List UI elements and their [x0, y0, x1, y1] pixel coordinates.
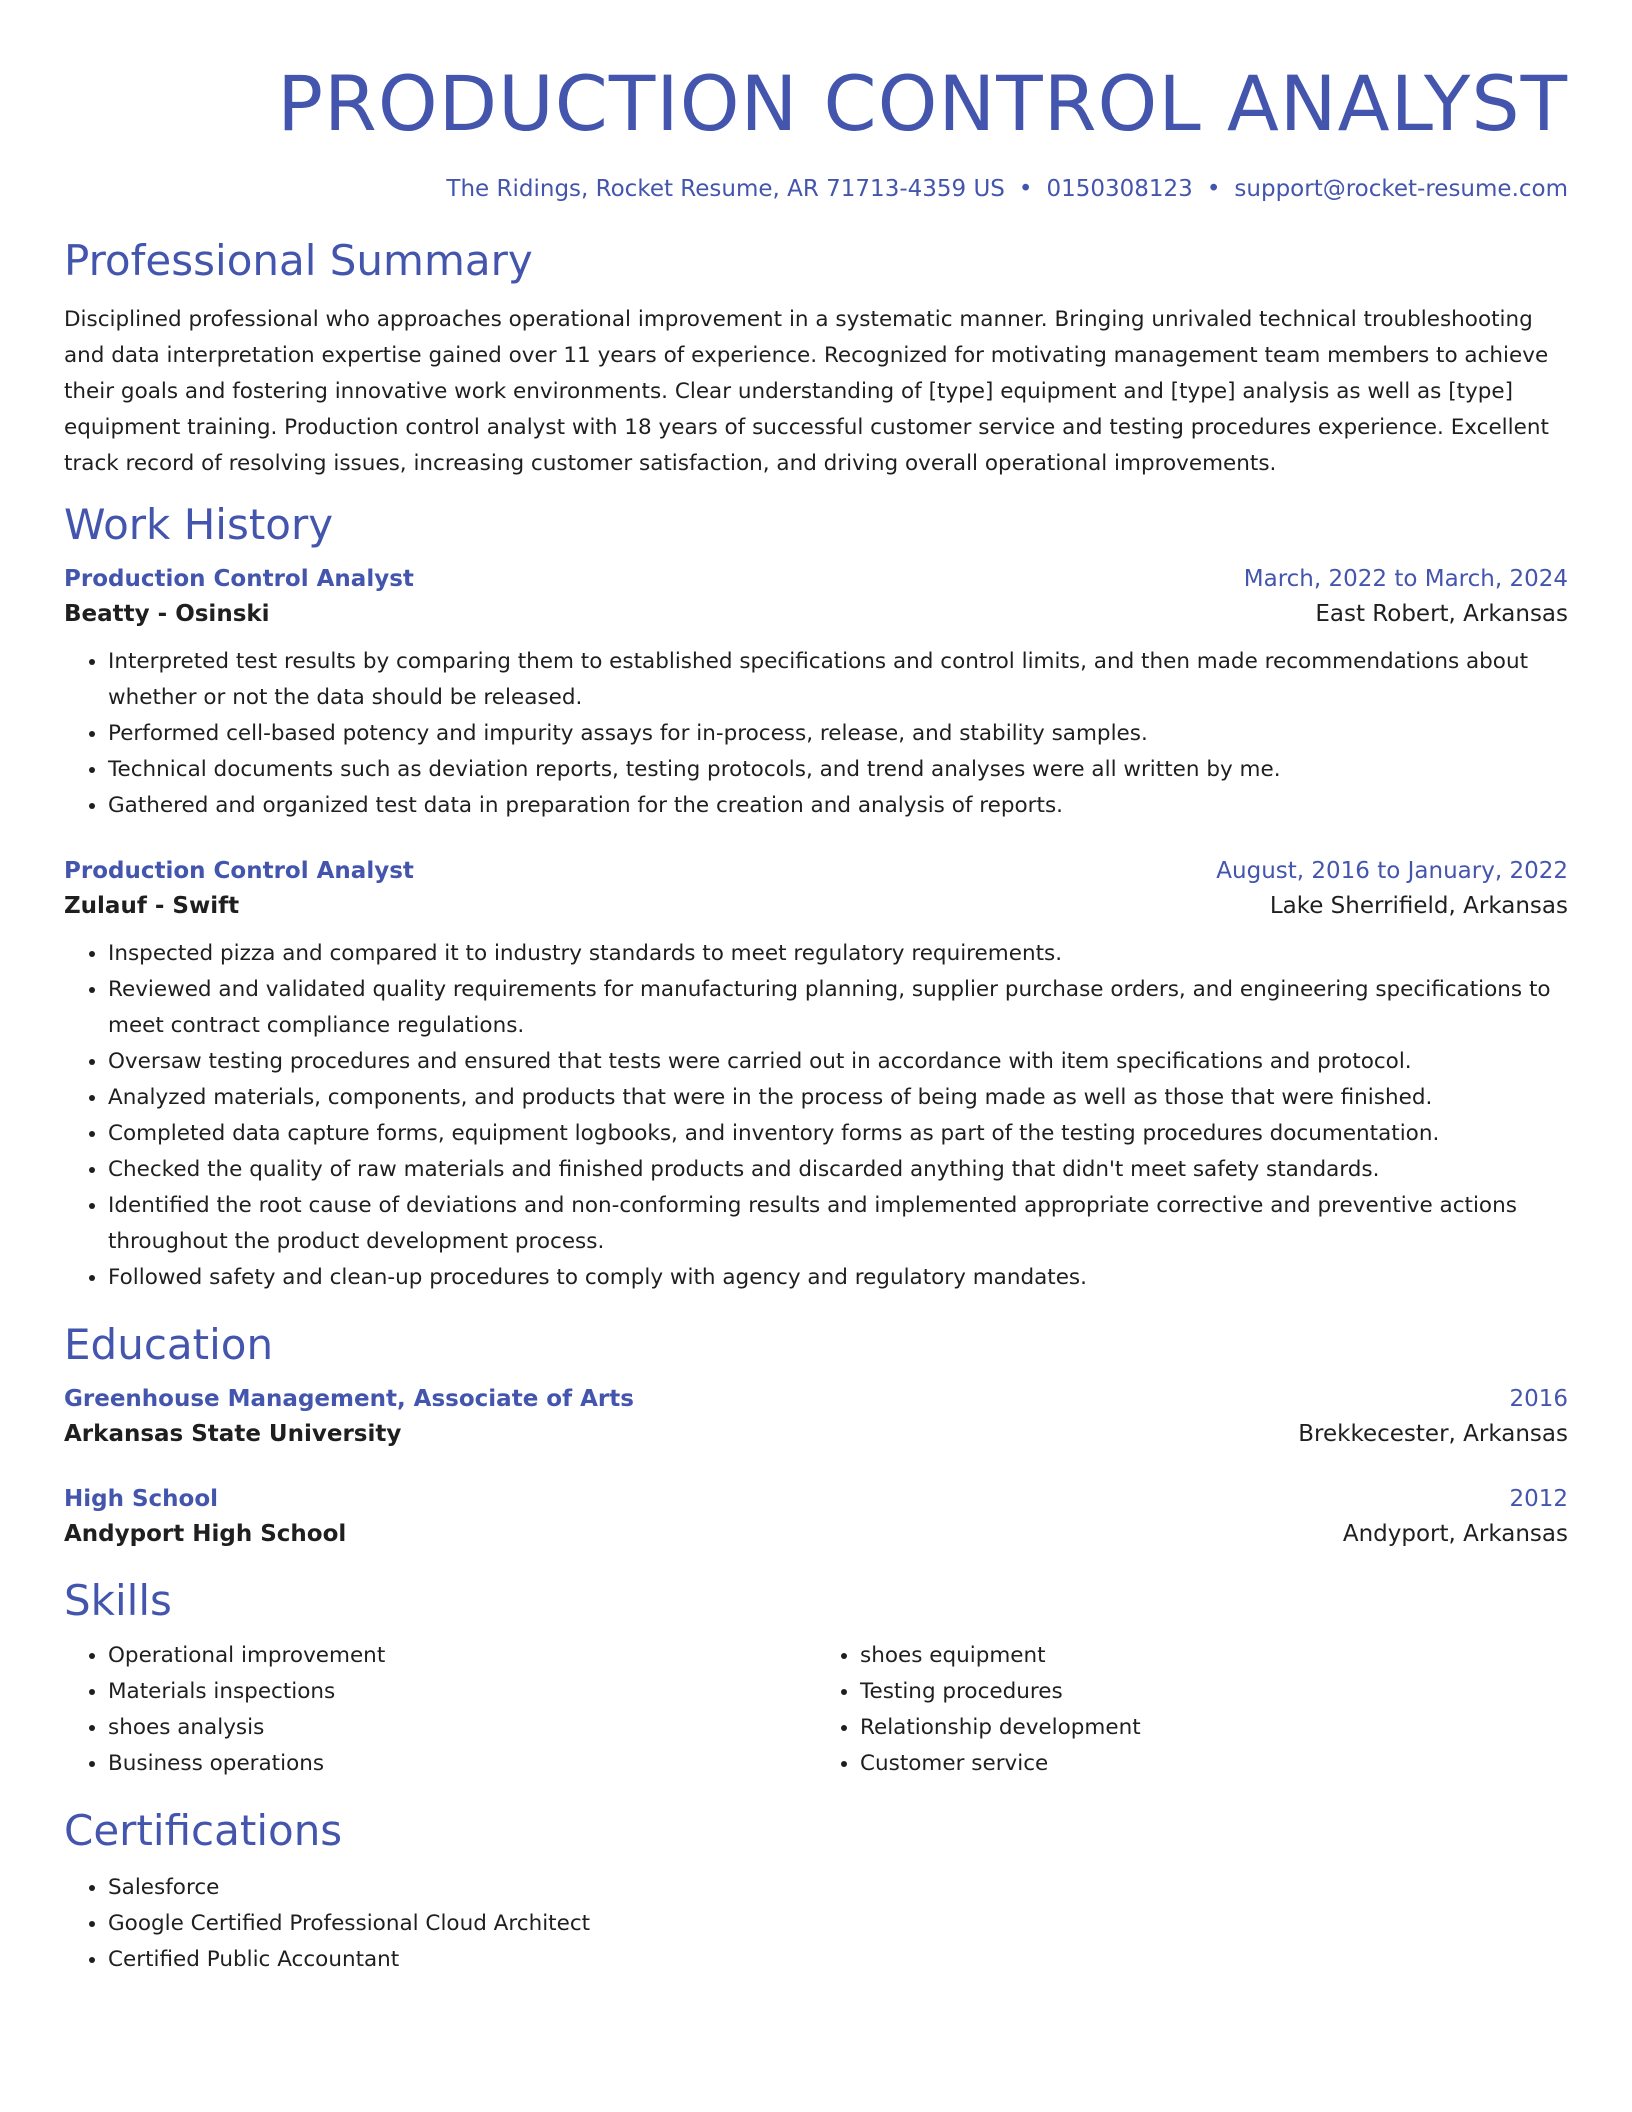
job-entry: [64, 854, 1568, 1296]
job-company: Zulauf - Swift: [64, 893, 240, 919]
education-entry: [64, 1482, 1568, 1552]
resume-header: [64, 56, 1568, 204]
job-dates: March, 2022 to March, 2024: [1243, 566, 1568, 592]
education-year: 2012: [1509, 1486, 1568, 1512]
list-item: • Technical documents such as deviation reports, testing protocols, and trend analyses were all written by me.: [108, 752, 1568, 788]
list-item: • Certified Public Accountant: [108, 1942, 1568, 1978]
list-item: • Business operations: [108, 1746, 816, 1782]
list-item: • Inspected pizza and compared it to industry standards to meet regulatory requirements.: [108, 936, 1568, 972]
job-header-row: [64, 854, 1568, 888]
contact-phone: 0150308123: [1046, 176, 1193, 202]
list-item: • Oversaw testing procedures and ensured that tests were carried out in accordance with item specifications and protocol.: [108, 1044, 1568, 1080]
summary-text: Disciplined professional who approaches operational improvement in a systematic manner. Bringing unrivaled technical troubleshooting and data interpretation expertise gained over 11 years of experience. Recognized for motivating management team members to achieve their goals and fostering innovative work environments. Clear understanding of [type] equipment and [type] analysis as well as [type] equipment training. Production control analyst with 18 years of successful customer service and testing procedures experience. Excellent track record of resolving issues, increasing customer satisfaction, and driving overall operational improvements.: [64, 307, 1549, 476]
section-title-education: Education: [64, 1320, 274, 1369]
job-role: Production Control Analyst: [64, 858, 414, 884]
list-item: • Identified the root cause of deviations and non-conforming results and implemented appropriate corrective and preventive actions throughout the product development process.: [108, 1188, 1568, 1260]
list-item: • Customer service: [860, 1746, 1568, 1782]
job-location: Lake Sherrifield, Arkansas: [1269, 893, 1568, 919]
education-location: Brekkecester, Arkansas: [1298, 1421, 1568, 1447]
list-item: • Google Certified Professional Cloud Architect: [108, 1906, 1568, 1942]
list-item: • Completed data capture forms, equipment logbooks, and inventory forms as part of the testing procedures documentation.: [108, 1116, 1568, 1152]
education-school: Andyport High School: [64, 1521, 347, 1547]
education-entry: [64, 1382, 1568, 1452]
skills-column-left: [64, 1638, 816, 1782]
list-item: • Relationship development: [860, 1710, 1568, 1746]
job-company-row: [64, 596, 1568, 632]
list-item: • shoes analysis: [108, 1710, 816, 1746]
list-item: • Reviewed and validated quality requirements for manufacturing planning, supplier purchase orders, and engineering specifications to meet contract compliance regulations.: [108, 972, 1568, 1044]
contact-line: [64, 174, 1568, 204]
job-bullets: [64, 936, 1568, 1296]
job-entry: [64, 562, 1568, 824]
skills-grid: [64, 1638, 1568, 1782]
list-item: • Analyzed materials, components, and products that were in the process of being made as well as those that were finished.: [108, 1080, 1568, 1116]
education-location: Andyport, Arkansas: [1342, 1521, 1568, 1547]
education-school-row: [64, 1516, 1568, 1552]
contact-separator: •: [1206, 176, 1221, 202]
job-company-row: [64, 888, 1568, 924]
section-title-work-history: Work History: [64, 500, 334, 549]
job-role: Production Control Analyst: [64, 566, 414, 592]
education-header-row: [64, 1482, 1568, 1516]
list-item: • Operational improvement: [108, 1638, 816, 1674]
section-title-skills: Skills: [64, 1576, 172, 1625]
skills-column-right: [816, 1638, 1568, 1782]
contact-address: The Ridings, Rocket Resume, AR 71713-4359 US: [446, 176, 1005, 202]
section-title-certifications: Certifications: [64, 1806, 343, 1855]
list-item: • Salesforce: [108, 1870, 1568, 1906]
list-item: • shoes equipment: [860, 1638, 1568, 1674]
job-location: East Robert, Arkansas: [1315, 601, 1568, 627]
list-item: • Testing procedures: [860, 1674, 1568, 1710]
education-year: 2016: [1509, 1386, 1568, 1412]
education-degree: High School: [64, 1486, 219, 1512]
section-title-summary: Professional Summary: [64, 236, 533, 285]
list-item: • Gathered and organized test data in preparation for the creation and analysis of reports.: [108, 788, 1568, 824]
list-item: • Checked the quality of raw materials and finished products and discarded anything that didn't meet safety standards.: [108, 1152, 1568, 1188]
job-bullets: [64, 644, 1568, 824]
certifications-list: [64, 1870, 1568, 1978]
education-header-row: [64, 1382, 1568, 1416]
job-header-row: [64, 562, 1568, 596]
education-school: Arkansas State University: [64, 1421, 402, 1447]
job-company: Beatty - Osinski: [64, 601, 270, 627]
candidate-title: PRODUCTION CONTROL ANALYST: [277, 59, 1568, 148]
job-dates: August, 2016 to January, 2022: [1216, 858, 1568, 884]
list-item: • Interpreted test results by comparing them to established specifications and control limits, and then made recommendations about whether or not the data should be released.: [108, 644, 1568, 716]
list-item: • Followed safety and clean-up procedures to comply with agency and regulatory mandates.: [108, 1260, 1568, 1296]
education-school-row: [64, 1416, 1568, 1452]
contact-email: support@rocket-resume.com: [1234, 176, 1568, 202]
list-item: • Performed cell-based potency and impurity assays for in-process, release, and stability samples.: [108, 716, 1568, 752]
list-item: • Materials inspections: [108, 1674, 816, 1710]
contact-separator: •: [1018, 176, 1033, 202]
education-degree: Greenhouse Management, Associate of Arts: [64, 1386, 634, 1412]
